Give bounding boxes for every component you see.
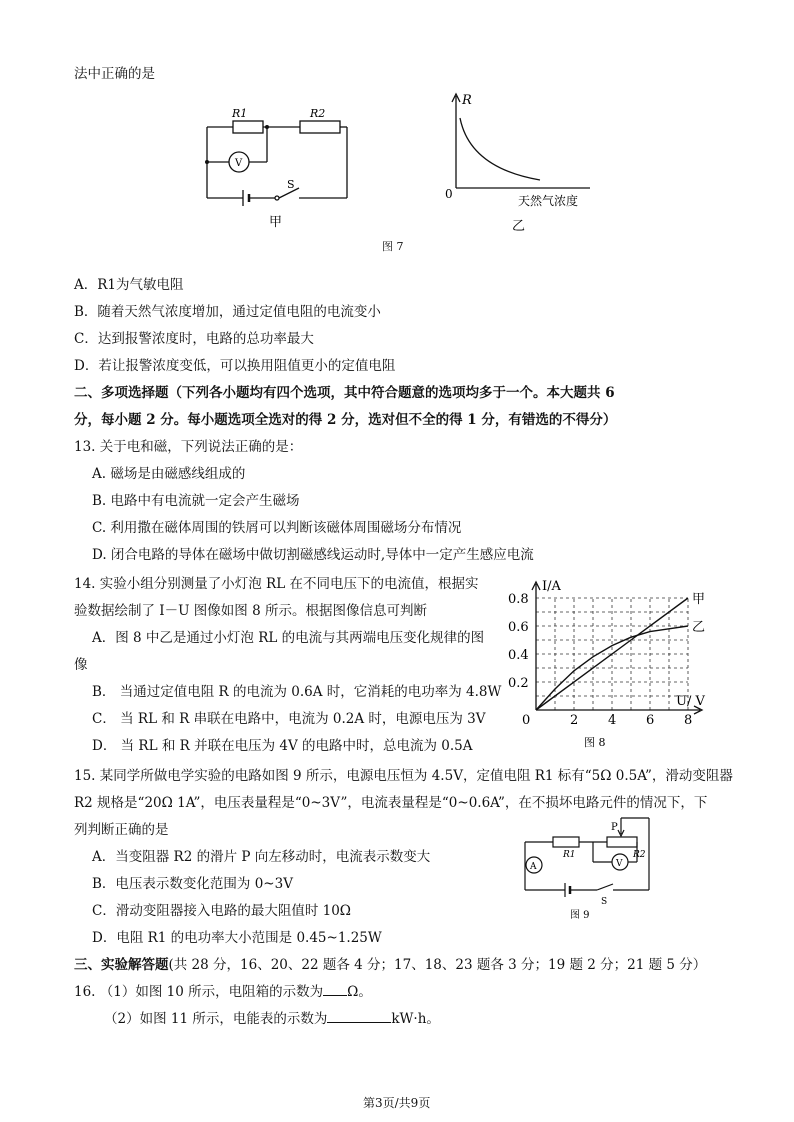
label-origin: 0 [445, 187, 453, 201]
option-c: C．达到报警浓度时，电路的总功率最大 [74, 331, 314, 347]
question-13: 13. 关于电和磁，下列说法正确的是： [74, 439, 303, 455]
option-d: D. 闭合电路的导体在磁场中做切割磁感线运动时,导体中一定产生感应电流 [92, 547, 534, 563]
label-r1: R1 [232, 107, 248, 120]
label-v: V [235, 158, 243, 169]
x-axis-label: U/ V [676, 694, 705, 709]
series-label: 乙 [692, 620, 706, 635]
option-b: B．电压表示数变化范围为 0~3V [92, 876, 293, 892]
option-d: D．若让报警浓度变低，可以换用阻值更小的定值电阻 [74, 358, 396, 374]
option-c: C. 利用撒在磁体周围的铁屑可以判断该磁体周围磁场分布情况 [92, 520, 462, 536]
figure-8-caption: 图 8 [584, 736, 606, 749]
y-axis-label: I/A [542, 579, 561, 594]
question-16-part-2: （2）如图 11 所示，电能表的示数为 kW·h。 [104, 1011, 440, 1027]
label-jia: 甲 [269, 215, 283, 230]
figure-9-caption: 图 9 [570, 910, 590, 921]
section-2-title: 二、多项选择题（下列各小题均有四个选项，其中符合题意的选项均多于一个。本大题共 6 [74, 385, 615, 401]
answer-blank[interactable] [323, 982, 347, 996]
page-number: 第3页/共9页 [363, 1096, 431, 1110]
section-3-heading [74, 953, 706, 973]
label-r2: R2 [633, 850, 646, 860]
x-tick-label: 2 [570, 713, 579, 728]
option-a: A．当变阻器 R2 的滑片 P 向左移动时，电流表示数变大 [92, 849, 431, 865]
x-tick-label: 6 [646, 713, 655, 728]
option-a-cont: 像 [74, 657, 88, 673]
question-15-cont2: 列判断正确的是 [74, 822, 169, 838]
question-15-cont: R2 规格是“20Ω 1A”，电压表量程是“0~3V”，电流表量程是“0~0.6A”，在不损坏电路元件的情况下，下 [74, 795, 708, 811]
y-tick-label: 0.6 [508, 620, 529, 635]
option-d: D．电阻 R1 的电功率大小范围是 0.45~1.25W [92, 930, 382, 946]
switch-icon [597, 884, 613, 890]
question-16-part-1: 16. （1）如图 10 所示，电阻箱的示数为 Ω。 [74, 984, 372, 1000]
resistor-r1 [233, 121, 263, 133]
option-c: C．滑动变阻器接入电路的最大阻值时 10Ω [92, 903, 351, 919]
option-a: A．图 8 中乙是通过小灯泡 RL 的电流与其两端电压变化规律的图 [92, 630, 485, 646]
y-tick-label: 0.2 [508, 676, 529, 691]
option-a: A．R1为气敏电阻 [74, 277, 184, 293]
label-s: S [601, 897, 608, 907]
label-r-axis: R [462, 93, 472, 108]
series-line [536, 598, 688, 710]
figure-7-graph [440, 88, 610, 236]
resistor-r2 [607, 837, 637, 847]
option-b: B. 电路中有电流就一定会产生磁场 [92, 493, 300, 509]
option-d: D． 当 RL 和 R 并联在电压为 4V 的电路中时，总电流为 0.5A [92, 738, 473, 754]
label-yi: 乙 [512, 219, 526, 234]
label-r1: R1 [563, 850, 576, 860]
label-r2: R2 [310, 107, 326, 120]
y-tick-label: 0.8 [508, 592, 529, 607]
label-s: S [287, 178, 295, 191]
section-3-title: 三、实验解答题 [74, 957, 169, 973]
section-3-detail: (共 28 分，16、20、22 题各 4 分；17、18、23 题各 3 分；19 题 2 分；21 题 5 分） [168, 957, 707, 973]
figure-7-caption: 图 7 [382, 240, 404, 253]
x-tick-label: 8 [684, 713, 693, 728]
question-14-cont: 验数据绘制了 I－U 图像如图 8 所示。根据图像信息可判断 [74, 603, 427, 619]
section-2-note: 分，每小题 2 分。每小题选项全选对的得 2 分，选对但不全的得 1 分，有错选的不得分） [74, 412, 617, 428]
figure-8-chart [500, 570, 720, 755]
question-15: 15. 某同学所做电学实验的电路如图 9 所示，电源电压恒为 4.5V，定值电阻 R1 标有“5Ω 0.5A”，滑动变阻器 [74, 768, 733, 784]
option-c: C． 当 RL 和 R 串联在电路中，电流为 0.2A 时，电源电压为 3V [92, 711, 486, 727]
label-a: A [530, 862, 537, 872]
y-tick-label: 0.4 [508, 648, 529, 663]
r-curve [460, 118, 540, 180]
resistor-r1 [553, 837, 579, 847]
option-b: B． 当通过定值电阻 R 的电流为 0.6A 时，它消耗的电功率为 4.8W [92, 684, 502, 700]
text-line: 法中正确的是 [74, 66, 155, 82]
resistor-r2 [300, 121, 340, 133]
label-concentration: 天然气浓度 [518, 194, 579, 208]
option-b: B．随着天然气浓度增加，通过定值电阻的电流变小 [74, 304, 381, 320]
figure-9-circuit [515, 812, 655, 922]
answer-blank[interactable] [327, 1009, 391, 1023]
label-p: P [611, 822, 618, 833]
option-a: A. 磁场是由磁感线组成的 [92, 466, 246, 482]
question-14: 14. 实验小组分别测量了小灯泡 RL 在不同电压下的电流值，根据实 [74, 576, 479, 592]
x-tick-label: 4 [608, 713, 617, 728]
figure-7-circuit [195, 100, 365, 230]
series-label: 甲 [692, 592, 706, 607]
label-v: V [616, 859, 623, 869]
origin-label: 0 [522, 713, 531, 728]
